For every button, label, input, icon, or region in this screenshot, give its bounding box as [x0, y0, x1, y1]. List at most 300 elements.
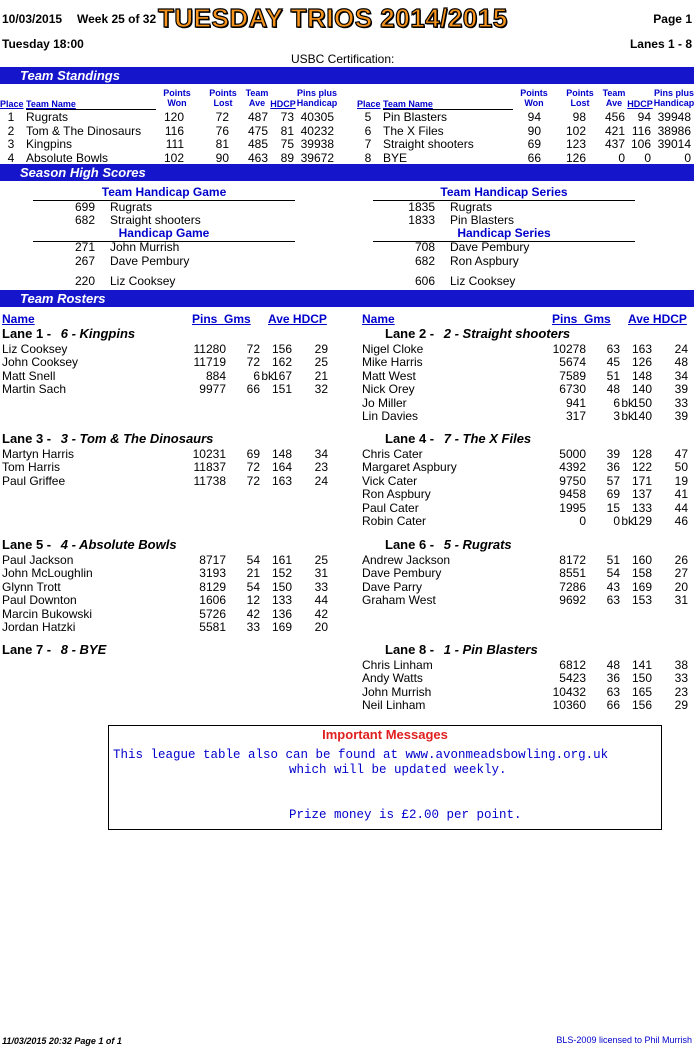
- roster-handicap: 42: [314, 606, 328, 621]
- lane-team: 3 - Tom & The Dinosaurs: [60, 431, 214, 446]
- col-team-ave: Team Ave: [245, 88, 269, 108]
- roster-games: 6: [613, 395, 620, 410]
- standing-ave: 463: [247, 150, 268, 165]
- week-label: Week 25 of 32: [77, 12, 157, 26]
- lane-team: 5 - Rugrats: [443, 537, 512, 552]
- roster-handicap: 33: [314, 579, 328, 594]
- roster-pins: 0: [579, 514, 586, 528]
- roster-handicap: 23: [314, 460, 328, 475]
- roster-average: 153: [631, 593, 652, 608]
- standing-pins: 40232: [300, 123, 334, 138]
- high-thg-label: Team Handicap Game: [101, 185, 227, 199]
- roster-average: 160: [631, 553, 652, 567]
- standing-lost: 81: [215, 137, 229, 151]
- standing-lost: 102: [565, 123, 586, 138]
- roster-player-name: Glynn Trott: [2, 579, 61, 594]
- standing-ave: 456: [604, 110, 625, 124]
- standing-pins: 38986: [657, 123, 691, 138]
- roster-player-name: Andrew Jackson: [362, 553, 451, 567]
- roster-average: 141: [631, 658, 652, 672]
- roster-average: 133: [631, 500, 652, 515]
- high-score-name: Dave Pembury: [450, 240, 530, 254]
- high-score-name: John Murrish: [110, 240, 180, 254]
- roster-pins: 8551: [559, 566, 586, 581]
- roster-pins: 8172: [559, 553, 586, 567]
- lane-header: [385, 642, 538, 657]
- standing-lost: 123: [565, 137, 586, 151]
- roster-handicap: 31: [314, 566, 328, 581]
- standing-team: Absolute Bowls: [26, 150, 109, 165]
- roster-pins: 6812: [559, 658, 586, 672]
- standing-hdcp: 81: [280, 123, 294, 138]
- roster-book-flag: bk: [621, 514, 634, 528]
- roster-average: 156: [631, 698, 652, 713]
- roster-games: 51: [606, 553, 620, 567]
- standing-place: 6: [364, 123, 372, 138]
- standing-place: 7: [364, 137, 372, 151]
- roster-average: 152: [271, 566, 292, 581]
- col-place: Place: [357, 99, 381, 109]
- roster-handicap: 29: [314, 342, 328, 356]
- roster-average: 137: [631, 487, 652, 502]
- roster-pins: 5581: [199, 620, 226, 634]
- high-hg-label: Handicap Game: [118, 226, 210, 240]
- roster-average: 150: [271, 579, 292, 594]
- roster-player-name: Nigel Cloke: [362, 342, 424, 356]
- roster-pins: 6730: [559, 382, 586, 397]
- standing-won: 116: [164, 123, 184, 138]
- roster-player-name: Nick Orey: [362, 382, 415, 397]
- roster-handicap: 25: [314, 355, 328, 370]
- standing-pins: 40305: [300, 110, 334, 124]
- roster-games: 69: [246, 447, 260, 461]
- col-place: Place: [0, 99, 24, 109]
- roster-pins: 9692: [559, 593, 586, 608]
- roster-games: 33: [246, 620, 260, 634]
- standing-lost: 90: [215, 150, 229, 165]
- high-score-value: 267: [74, 254, 95, 268]
- standing-pins: 39948: [657, 110, 691, 124]
- roster-games: 72: [246, 342, 260, 356]
- roster-player-name: Neil Linham: [362, 698, 426, 713]
- roster-pins: 7589: [559, 368, 586, 383]
- col-team-name: Team Name: [26, 99, 76, 109]
- high-score-value: 682: [414, 254, 435, 268]
- roster-player-name: Marcin Bukowski: [2, 606, 93, 621]
- roster-player-name: Mike Harris: [362, 355, 423, 370]
- standing-lost: 126: [565, 150, 586, 165]
- roster-games: 21: [246, 566, 260, 581]
- roster-col-pins-gms: Pins Gms: [552, 312, 611, 326]
- roster-handicap: 34: [314, 447, 328, 461]
- roster-pins: 9750: [559, 473, 586, 488]
- report-date: 10/03/2015: [2, 12, 63, 26]
- standing-team: Rugrats: [26, 110, 69, 124]
- roster-player-name: Robin Cater: [362, 514, 427, 528]
- roster-pins: 5000: [559, 447, 586, 461]
- roster-games: 39: [606, 447, 620, 461]
- roster-handicap: 20: [314, 620, 328, 634]
- standing-pins: 39672: [300, 150, 334, 165]
- roster-handicap: 31: [674, 593, 688, 608]
- roster-pins: 3193: [199, 566, 226, 581]
- standing-pins: 0: [684, 150, 691, 165]
- standing-team: Straight shooters: [383, 137, 474, 151]
- lane-header: [2, 642, 106, 657]
- roster-handicap: 24: [674, 342, 688, 356]
- lanes-label: Lanes 1 - 8: [629, 37, 692, 51]
- roster-player-name: John Cooksey: [2, 355, 79, 370]
- high-score-value: 708: [414, 240, 435, 254]
- roster-pins: 9977: [199, 382, 226, 397]
- col-hdcp: HDCP: [270, 99, 296, 109]
- roster-average: 163: [271, 473, 292, 488]
- roster-pins: 7286: [559, 579, 586, 594]
- report-title: TUESDAY TRIOS 2014/2015: [158, 3, 508, 33]
- high-score-name: Ron Aspbury: [450, 254, 519, 268]
- roster-games: 54: [606, 566, 620, 581]
- standing-team: BYE: [383, 150, 408, 165]
- roster-player-name: Martin Sach: [2, 382, 67, 397]
- roster-pins: 10432: [552, 684, 586, 699]
- roster-handicap: 39: [674, 409, 688, 423]
- roster-player-name: Chris Cater: [362, 447, 423, 461]
- roster-player-name: Lin Davies: [362, 409, 419, 423]
- roster-handicap: 44: [314, 593, 328, 608]
- high-score-value: 1833: [408, 213, 435, 227]
- standing-won: 90: [527, 123, 541, 138]
- roster-handicap: 39: [674, 382, 688, 397]
- roster-player-name: Liz Cooksey: [2, 342, 68, 356]
- lane-team: 7 - The X Files: [443, 431, 532, 446]
- standing-hdcp: 106: [630, 137, 651, 151]
- roster-pins: 11719: [193, 355, 226, 370]
- high-score-name: Dave Pembury: [110, 254, 190, 268]
- roster-average: 162: [271, 355, 292, 370]
- roster-games: 15: [606, 500, 620, 515]
- roster-handicap: 47: [674, 447, 688, 461]
- roster-average: 151: [271, 382, 292, 397]
- roster-games: 43: [606, 579, 620, 594]
- roster-pins: 5726: [199, 606, 226, 621]
- standing-ave: 485: [247, 137, 268, 151]
- standing-ave: 421: [604, 123, 625, 138]
- roster-handicap: 19: [674, 473, 688, 488]
- roster-average: 140: [631, 382, 652, 397]
- roster-games: 63: [606, 593, 620, 608]
- roster-average: 133: [271, 593, 292, 608]
- roster-handicap: 50: [674, 460, 688, 475]
- roster-handicap: 34: [674, 368, 688, 383]
- high-ths-label: Team Handicap Series: [440, 185, 568, 199]
- lane-number: Lane 6 -: [385, 537, 435, 552]
- roster-pins: 11738: [193, 473, 226, 488]
- roster-handicap: 29: [674, 698, 688, 713]
- roster-games: 54: [246, 579, 260, 594]
- roster-average: 165: [631, 684, 652, 699]
- standing-lost: 72: [215, 110, 229, 124]
- roster-pins: 4392: [559, 460, 586, 475]
- roster-player-name: Jordan Hatzki: [2, 620, 76, 634]
- roster-average: 158: [631, 566, 652, 581]
- high-score-name: Rugrats: [110, 200, 153, 214]
- roster-pins: 317: [565, 409, 586, 423]
- lane-number: Lane 2 -: [385, 326, 435, 341]
- roster-pins: 1606: [199, 593, 226, 608]
- roster-handicap: 21: [314, 368, 328, 383]
- roster-player-name: John McLoughlin: [2, 566, 93, 581]
- roster-average: 156: [271, 342, 292, 356]
- roster-col-name: Name: [362, 312, 395, 326]
- lane-team: 1 - Pin Blasters: [443, 642, 538, 657]
- roster-average: 128: [631, 447, 652, 461]
- roster-pins: 9458: [559, 487, 586, 502]
- roster-handicap: 38: [674, 658, 688, 672]
- standing-hdcp: 73: [280, 110, 294, 124]
- col-points-won: Points Won: [163, 88, 191, 108]
- standing-place: 4: [7, 150, 15, 165]
- standing-team: Tom & The Dinosaurs: [26, 123, 142, 138]
- roster-col-pins-gms: Pins Gms: [192, 312, 251, 326]
- high-score-value: 271: [74, 240, 95, 254]
- standing-won: 111: [165, 137, 184, 151]
- roster-games: 48: [606, 658, 620, 672]
- high-score-value: 682: [74, 213, 95, 227]
- standing-team: The X Files: [383, 123, 444, 138]
- roster-player-name: Ron Aspbury: [362, 487, 431, 502]
- roster-player-name: Paul Cater: [362, 500, 419, 515]
- standing-lost: 98: [572, 110, 586, 124]
- roster-games: 63: [606, 342, 620, 356]
- roster-handicap: 33: [674, 395, 688, 410]
- standing-ave: 0: [618, 150, 625, 165]
- roster-average: 148: [631, 368, 652, 383]
- important-messages-box: [108, 725, 662, 830]
- lane-header: [385, 326, 570, 341]
- roster-col-ave-hdcp: Ave HDCP: [268, 312, 327, 326]
- roster-pins: 941: [565, 395, 586, 410]
- standing-won: 69: [527, 137, 541, 151]
- high-score-name: Liz Cooksey: [450, 274, 516, 288]
- roster-player-name: Chris Linham: [362, 658, 433, 672]
- roster-player-name: Andy Watts: [362, 671, 423, 686]
- roster-average: 164: [271, 460, 292, 475]
- roster-games: 36: [606, 460, 620, 475]
- roster-handicap: 32: [314, 382, 328, 397]
- roster-average: 169: [271, 620, 292, 634]
- roster-handicap: 27: [674, 566, 688, 581]
- standing-won: 120: [163, 110, 184, 124]
- roster-player-name: Graham West: [362, 593, 436, 608]
- standing-hdcp: 116: [631, 123, 651, 138]
- roster-average: 161: [271, 553, 292, 567]
- roster-average: 129: [631, 514, 652, 528]
- lane-number: Lane 1 -: [2, 326, 52, 341]
- standing-hdcp: 75: [280, 137, 294, 151]
- roster-player-name: Margaret Aspbury: [362, 460, 457, 475]
- high-score-value: 606: [414, 274, 435, 288]
- roster-games: 36: [606, 671, 620, 686]
- roster-games: 48: [606, 382, 620, 397]
- roster-handicap: 33: [674, 671, 688, 686]
- team-rosters-bar: Team Rosters: [0, 290, 694, 307]
- roster-games: 63: [606, 684, 620, 699]
- standing-hdcp: 0: [644, 150, 651, 165]
- standing-ave: 475: [247, 123, 268, 138]
- standing-place: 5: [364, 110, 372, 124]
- team-standings-bar: Team Standings: [0, 67, 694, 84]
- lane-number: Lane 5 -: [2, 537, 52, 552]
- lane-header: [2, 326, 135, 341]
- roster-pins: 11837: [193, 460, 226, 475]
- roster-col-name: Name: [2, 312, 35, 326]
- roster-handicap: 48: [674, 355, 688, 370]
- standing-place: 3: [7, 137, 15, 151]
- roster-pins: 11280: [193, 342, 226, 356]
- roster-handicap: 23: [674, 684, 688, 699]
- roster-average: 171: [631, 473, 652, 488]
- roster-games: 0: [613, 514, 620, 528]
- roster-games: 6: [253, 368, 260, 383]
- roster-player-name: Paul Griffee: [2, 473, 66, 488]
- roster-games: 72: [246, 460, 260, 475]
- roster-games: 12: [246, 593, 260, 608]
- standing-lost: 76: [215, 123, 229, 138]
- roster-average: 150: [631, 395, 652, 410]
- roster-games: 69: [606, 487, 620, 502]
- standing-place: 2: [7, 123, 15, 138]
- lane-header: [2, 431, 213, 446]
- col-pins-plus: Pins plus Handicap: [653, 88, 695, 108]
- roster-games: 66: [606, 698, 620, 713]
- high-score-name: Pin Blasters: [450, 213, 515, 227]
- message-line-1: This league table also can be found at www.avonmeadsbowling.org.uk: [113, 748, 609, 762]
- roster-player-name: Paul Downton: [2, 593, 77, 608]
- roster-book-flag: bk: [621, 409, 634, 423]
- roster-player-name: Paul Jackson: [2, 553, 74, 567]
- col-pins-plus: Pins plus Handicap: [296, 88, 338, 108]
- lane-team: 2 - Straight shooters: [443, 326, 571, 341]
- lane-number: Lane 3 -: [2, 431, 52, 446]
- roster-games: 66: [246, 382, 260, 397]
- lane-header: [2, 537, 177, 552]
- roster-player-name: Tom Harris: [2, 460, 61, 475]
- roster-pins: 5423: [559, 671, 586, 686]
- col-points-lost: Points Lost: [209, 88, 237, 108]
- standing-pins: 39014: [657, 137, 691, 151]
- roster-games: 57: [606, 473, 620, 488]
- roster-player-name: Dave Parry: [362, 579, 423, 594]
- roster-handicap: 26: [674, 553, 688, 567]
- roster-games: 42: [246, 606, 260, 621]
- lane-number: Lane 4 -: [385, 431, 435, 446]
- roster-col-ave-hdcp: Ave HDCP: [628, 312, 687, 326]
- roster-games: 51: [606, 368, 620, 383]
- standing-ave: 437: [604, 137, 625, 151]
- roster-average: 148: [271, 447, 292, 461]
- season-high-scores-bar: Season High Scores: [0, 164, 694, 181]
- roster-book-flag: bk: [261, 368, 274, 383]
- roster-handicap: 24: [314, 473, 328, 488]
- roster-pins: 10360: [552, 698, 586, 713]
- standing-place: 1: [7, 110, 15, 124]
- standing-team: Pin Blasters: [383, 110, 448, 124]
- col-hdcp: HDCP: [627, 99, 653, 109]
- roster-games: 72: [246, 355, 260, 370]
- high-score-value: 220: [74, 274, 95, 288]
- col-team-ave: Team Ave: [602, 88, 626, 108]
- roster-pins: 8717: [199, 553, 226, 567]
- roster-handicap: 41: [674, 487, 688, 502]
- day-time: Tuesday 18:00: [2, 37, 84, 51]
- roster-average: 122: [631, 460, 652, 475]
- roster-player-name: Martyn Harris: [2, 447, 75, 461]
- standing-pins: 39938: [300, 137, 334, 151]
- high-score-value: 1835: [408, 200, 435, 214]
- roster-pins: 5674: [559, 355, 586, 370]
- high-hs-label: Handicap Series: [457, 226, 551, 240]
- messages-title: Important Messages: [322, 727, 448, 742]
- roster-average: 163: [631, 342, 652, 356]
- roster-handicap: 46: [674, 514, 688, 528]
- col-team-name: Team Name: [383, 99, 433, 109]
- lane-number: Lane 8 -: [385, 642, 435, 657]
- lane-team: 6 - Kingpins: [60, 326, 136, 341]
- roster-average: 136: [271, 606, 292, 621]
- roster-player-name: Matt Snell: [2, 368, 56, 383]
- roster-average: 150: [631, 671, 652, 686]
- footer-timestamp: 11/03/2015 20:32 Page 1 of 1: [2, 1036, 122, 1046]
- lane-header: [385, 431, 531, 446]
- lane-team: 4 - Absolute Bowls: [60, 537, 177, 552]
- standing-place: 8: [364, 150, 372, 165]
- roster-pins: 10278: [552, 342, 586, 356]
- roster-player-name: John Murrish: [362, 684, 432, 699]
- roster-average: 167: [271, 368, 292, 383]
- usbc-certification: USBC Certification:: [291, 52, 395, 66]
- roster-games: 3: [613, 409, 620, 423]
- standing-won: 66: [527, 150, 541, 165]
- lane-team: 8 - BYE: [60, 642, 107, 657]
- high-score-name: Straight shooters: [110, 213, 201, 227]
- standing-won: 102: [163, 150, 184, 165]
- standing-hdcp: 94: [637, 110, 651, 124]
- standing-hdcp: 89: [280, 150, 294, 165]
- roster-player-name: Jo Miller: [362, 395, 407, 410]
- roster-average: 169: [631, 579, 652, 594]
- roster-handicap: 25: [314, 553, 328, 567]
- col-points-lost: Points Lost: [566, 88, 594, 108]
- high-score-name: Liz Cooksey: [110, 274, 176, 288]
- roster-player-name: Dave Pembury: [362, 566, 442, 581]
- high-score-value: 699: [74, 200, 95, 214]
- high-score-name: Rugrats: [450, 200, 493, 214]
- roster-pins: 8129: [199, 579, 226, 594]
- roster-handicap: 44: [674, 500, 688, 515]
- roster-player-name: Vick Cater: [362, 473, 418, 488]
- roster-pins: 10231: [192, 447, 226, 461]
- standing-won: 94: [527, 110, 541, 124]
- lane-number: Lane 7 -: [2, 642, 52, 657]
- standing-team: Kingpins: [26, 137, 73, 151]
- roster-player-name: Matt West: [362, 368, 416, 383]
- roster-pins: 1995: [559, 500, 586, 515]
- roster-games: 72: [246, 473, 260, 488]
- roster-pins: 884: [205, 368, 226, 383]
- col-points-won: Points Won: [520, 88, 548, 108]
- roster-average: 126: [631, 355, 652, 370]
- standing-ave: 487: [247, 110, 268, 124]
